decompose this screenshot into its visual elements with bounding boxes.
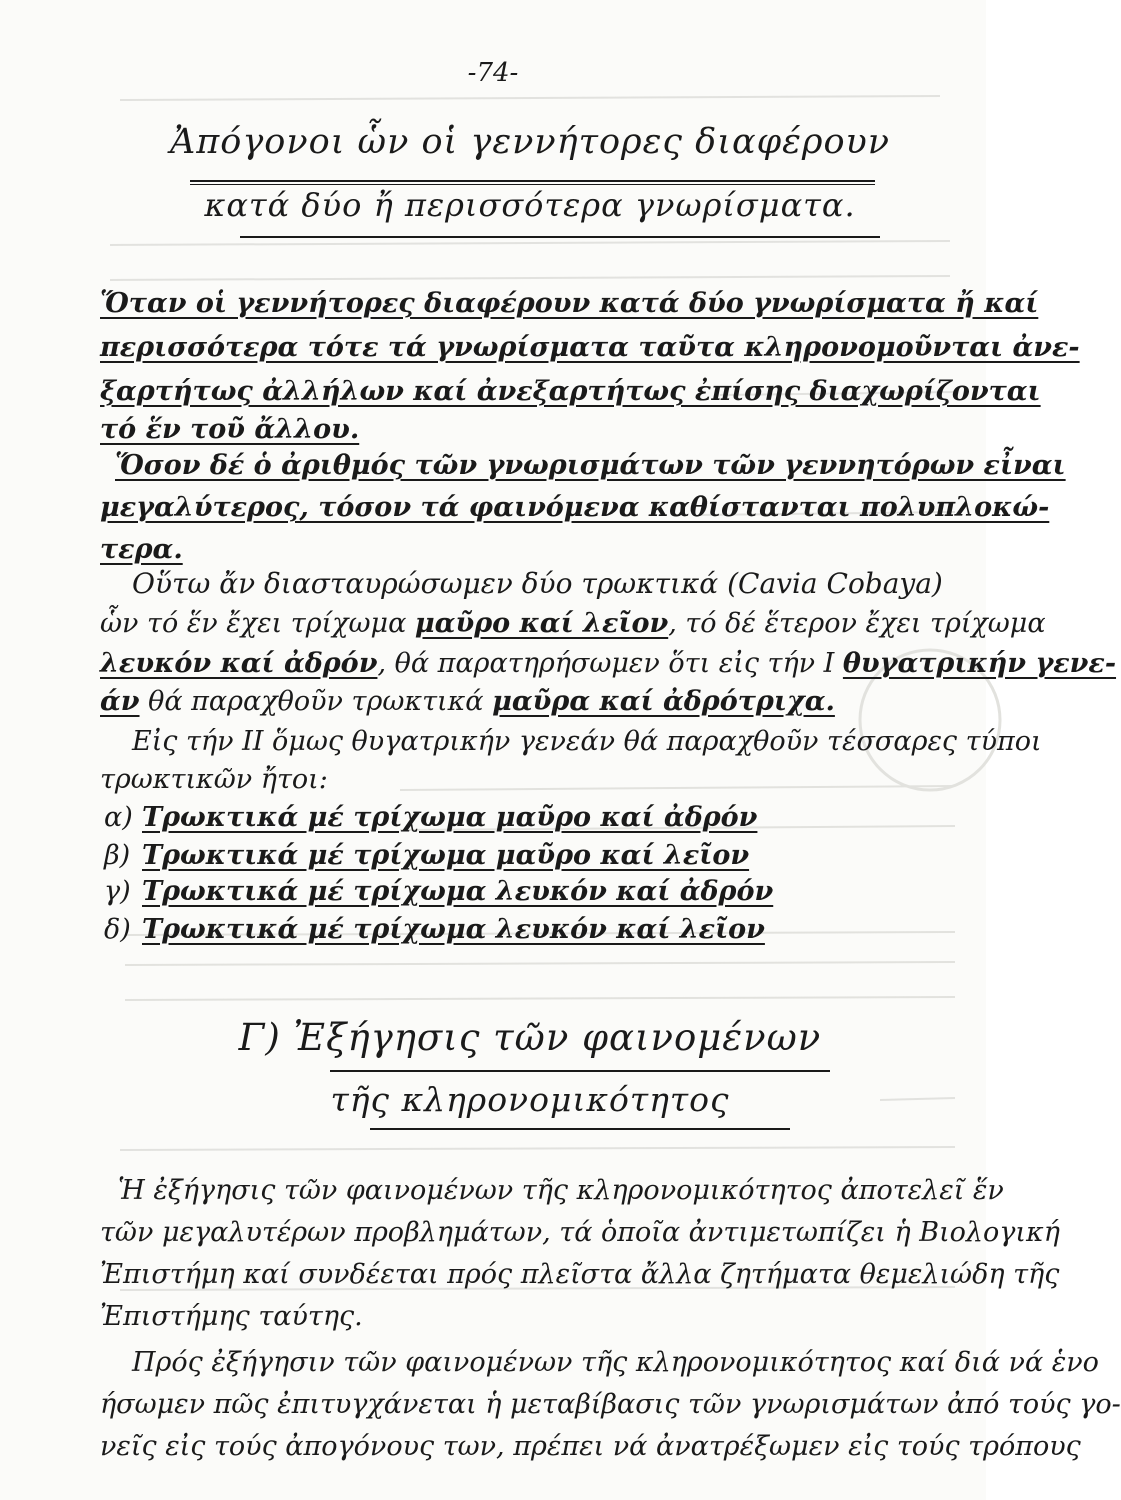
black-smooth-coat: μαῦρο καί λεῖον bbox=[414, 608, 669, 639]
type-item-d bbox=[104, 912, 765, 948]
final-line-3: νεῖς εἰς τούς ἀπογόνους των, πρέπει νά ἀνατρέξωμεν εἰς τούς τρόπους bbox=[100, 1431, 1081, 1462]
complexity-line-2: μεγαλύτερος, τόσον τά φαινόμενα καθίστανται πολυπλοκώ- bbox=[100, 492, 1050, 523]
example-line-3-mid: , θά παρατηρήσωμεν ὅτι εἰς τήν Ι bbox=[377, 648, 843, 679]
type-text-d: Τρωκτικά μέ τρίχωμα λευκόν καί λεῖον bbox=[142, 914, 765, 945]
type-item-b bbox=[104, 838, 749, 874]
example-line-2-end: , τό δέ ἕτερον ἔχει τρίχωμα bbox=[668, 608, 1046, 639]
page-number: -74- bbox=[467, 58, 519, 88]
explanation-line-4: Ἐπιστήμης ταύτης. bbox=[100, 1301, 363, 1332]
final-line-1: Πρός ἐξήγησιν τῶν φαινομένων τῆς κληρονομικότητος καί διά νά ἑνο bbox=[132, 1347, 1099, 1378]
principle-line-2: περισσότερα τότε τά γνωρίσματα ταῦτα κληρονομοῦνται ἀνε- bbox=[100, 332, 1080, 363]
example-line-1-text: Οὕτω ἄν διασταυρώσωμεν δύο τρωκτικά (Cavia Cobaya) bbox=[132, 567, 943, 600]
section-title-line-2: τῆς κληρονομικότητος bbox=[330, 1080, 730, 1119]
heading-underline-2 bbox=[240, 236, 880, 238]
heading-line-2: κατά δύο ἤ περισσότερα γνωρίσματα. bbox=[204, 186, 856, 224]
second-generation-line-1: Εἰς τήν ΙΙ ὅμως θυγατρικήν γενεάν θά παραχθοῦν τέσσαρες τύποι bbox=[132, 726, 1042, 757]
type-item-a bbox=[104, 800, 757, 836]
explanation-line-1: Ἡ ἐξήγησις τῶν φαινομένων τῆς κληρονομικότητος ἀποτελεῖ ἕν bbox=[118, 1175, 1004, 1206]
type-item-c bbox=[104, 874, 773, 910]
second-generation-line-2: τρωκτικῶν ἤτοι: bbox=[100, 764, 328, 795]
type-marker-c: γ) bbox=[104, 876, 131, 907]
example-line-4 bbox=[100, 684, 960, 720]
heading-underline-1b bbox=[190, 184, 875, 185]
heading-underline-1 bbox=[190, 180, 875, 182]
type-marker-b: β) bbox=[104, 840, 131, 871]
heading-line-1: Ἀπόγονοι ὧν οἱ γεννήτορες διαφέρουν bbox=[170, 122, 891, 162]
example-line-3 bbox=[100, 646, 1117, 682]
type-marker-a: α) bbox=[104, 802, 133, 833]
section-underline-1 bbox=[330, 1070, 830, 1072]
complexity-line-1: Ὅσον δέ ὁ ἀριθμός τῶν γνωρισμάτων τῶν γεννητόρων εἶναι bbox=[115, 450, 1066, 481]
explanation-line-2: τῶν μεγαλυτέρων προβλημάτων, τά ὁποῖα ἀντιμετωπίζει ἡ Βιολογική bbox=[100, 1217, 1060, 1248]
first-filial-generation-end: άν bbox=[100, 686, 140, 717]
first-filial-generation: θυγατρικήν γενε- bbox=[842, 648, 1117, 679]
principle-line-4: τό ἕν τοῦ ἄλλου. bbox=[100, 414, 360, 445]
type-text-b: Τρωκτικά μέ τρίχωμα μαῦρο καί λεῖον bbox=[142, 840, 750, 871]
example-line-4-mid: θά παραχθοῦν τρωκτικά bbox=[139, 686, 493, 717]
black-rough-offspring: μαῦρα καί ἀδρότριχα. bbox=[492, 686, 835, 717]
principle-line-1: Ὅταν οἱ γεννήτορες διαφέρουν κατά δύο γνωρίσματα ἤ καί bbox=[100, 288, 1039, 319]
example-line-1 bbox=[132, 566, 992, 602]
example-line-2-start: ὧν τό ἕν ἔχει τρίχωμα bbox=[100, 608, 415, 639]
section-underline-2 bbox=[370, 1128, 790, 1130]
complexity-line-3: τερα. bbox=[100, 534, 183, 565]
section-title-line-1: Γ) Ἐξήγησις τῶν φαινομένων bbox=[238, 1016, 822, 1059]
type-text-a: Τρωκτικά μέ τρίχωμα μαῦρο καί ἀδρόν bbox=[142, 802, 758, 833]
type-marker-d: δ) bbox=[104, 914, 131, 945]
explanation-line-3: Ἐπιστήμη καί συνδέεται πρός πλεῖστα ἄλλα ζητήματα θεμελιώδη τῆς bbox=[100, 1259, 1060, 1290]
example-line-2 bbox=[100, 606, 1046, 642]
type-text-c: Τρωκτικά μέ τρίχωμα λευκόν καί ἀδρόν bbox=[142, 876, 774, 907]
principle-line-3: ξαρτήτως ἀλλήλων καί ἀνεξαρτήτως ἐπίσης διαχωρίζονται bbox=[100, 376, 1041, 407]
final-line-2: ήσωμεν πῶς ἐπιτυγχάνεται ἡ μεταβίβασις τῶν γνωρισμάτων ἀπό τούς γο- bbox=[100, 1389, 1121, 1420]
white-rough-coat: λευκόν καί ἀδρόν bbox=[100, 648, 378, 679]
